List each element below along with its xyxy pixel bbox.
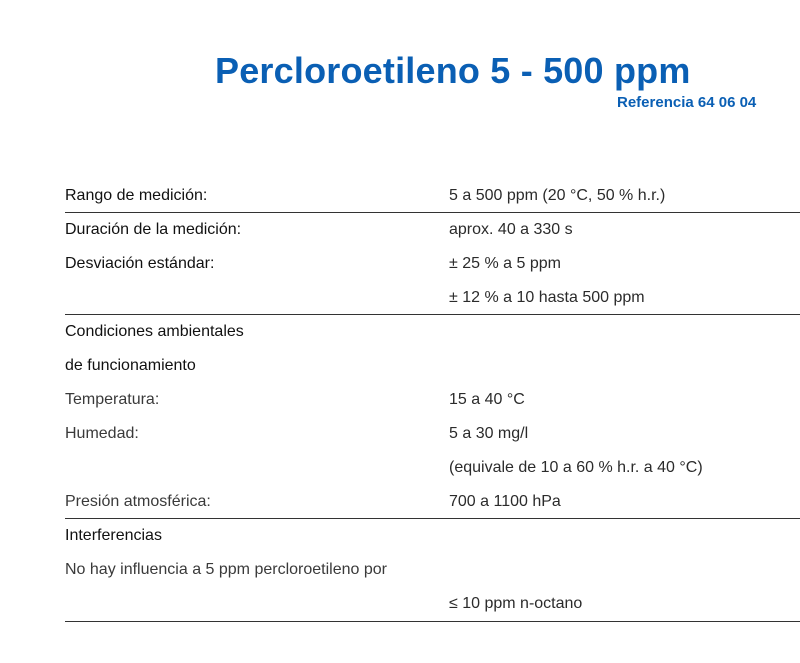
spec-row-measurement-range [65, 179, 800, 213]
spec-value: ≤ 10 ppm n-octano [449, 595, 583, 612]
spec-label: Presión atmosférica: [65, 493, 211, 510]
spec-value: aprox. 40 a 330 s [449, 221, 573, 238]
spec-row-standard-deviation [65, 247, 800, 281]
spec-value: 5 a 500 ppm (20 °C, 50 % h.r.) [449, 187, 666, 204]
spec-row-standard-deviation-cont [65, 281, 800, 315]
section-heading: de funcionamiento [65, 357, 196, 374]
spec-value: 5 a 30 mg/l [449, 425, 529, 442]
spec-row-measurement-duration [65, 213, 800, 247]
spec-label: Duración de la medición: [65, 221, 242, 238]
spec-label: Desviación estándar: [65, 255, 215, 272]
spec-label: Temperatura: [65, 391, 160, 408]
spec-row-interferences [65, 519, 800, 553]
spec-label: No hay influencia a 5 ppm percloroetileno por [65, 561, 387, 578]
spec-row-ambient-conditions [65, 315, 800, 349]
spec-label: Humedad: [65, 425, 139, 442]
spec-value: 700 a 1100 hPa [449, 493, 561, 510]
spec-row-interference-note-cont [65, 587, 800, 621]
section-heading: Condiciones ambientales [65, 323, 244, 340]
spec-row-humidity [65, 417, 800, 451]
spec-row-atmospheric-pressure [65, 485, 800, 519]
table-bottom-divider [65, 621, 800, 622]
spec-value: ± 25 % a 5 ppm [449, 255, 561, 272]
specifications-table [65, 179, 800, 621]
spec-value: ± 12 % a 10 hasta 500 ppm [449, 289, 645, 306]
spec-value: 15 a 40 °C [449, 391, 525, 408]
spec-label: Rango de medición: [65, 187, 208, 204]
spec-row-temperature [65, 383, 800, 417]
page-title: Percloroetileno 5 - 500 ppm [215, 50, 691, 92]
spec-row-interference-note [65, 553, 800, 587]
reference-number: Referencia 64 06 04 [617, 94, 757, 111]
spec-row-ambient-conditions-cont [65, 349, 800, 383]
spec-row-humidity-cont [65, 451, 800, 485]
section-heading: Interferencias [65, 527, 162, 544]
spec-value: (equivale de 10 a 60 % h.r. a 40 °C) [449, 459, 703, 476]
